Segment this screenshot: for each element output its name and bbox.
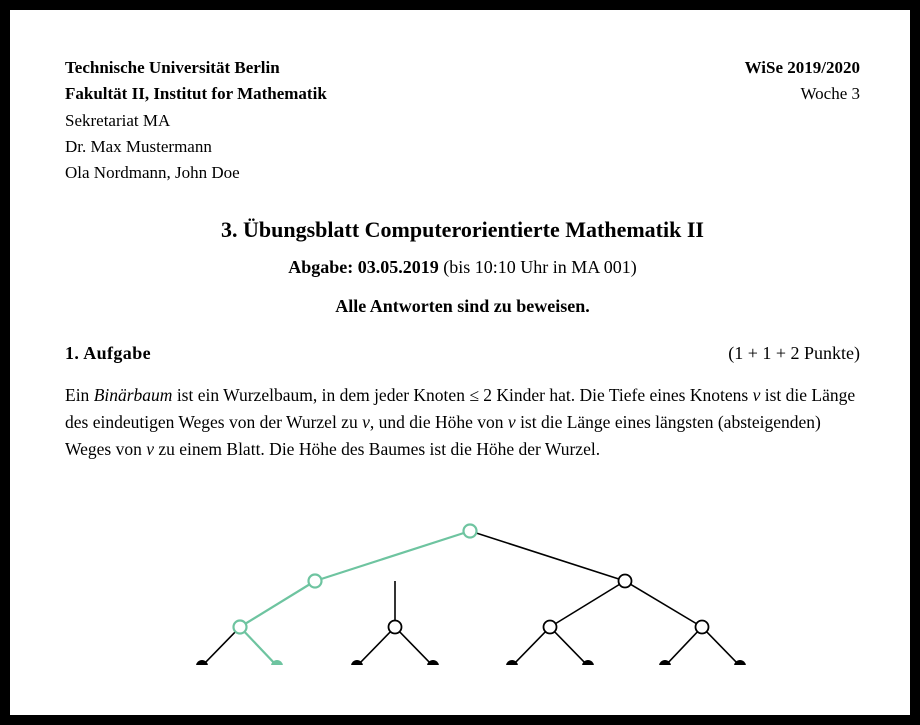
assistants-line: Ola Nordmann, John Doe [65,163,240,183]
secretariat-line: Sekretariat MA [65,110,171,130]
tree-leaves [196,660,746,665]
submission-deadline: Abgabe: 03.05.2019 [288,256,439,277]
task-body-text [65,382,860,463]
faculty-name: Fakultät II, Institut for Mathematik [65,84,327,104]
semester-label: WiSe 2019/2020 [744,58,860,77]
task-label: 1. Aufgabe [65,342,152,363]
body-part-6: zu einem Blatt. Die Höhe des Baumes ist die Höhe der Wurzel. [154,438,601,459]
submission-details: (bis 10:10 Uhr in MA 001) [443,256,637,277]
body-part-4: , und die Höhe von [369,411,508,432]
tree-nodes-black [389,575,709,634]
document-page [10,10,910,715]
proof-notice: Alle Antworten sind zu beweisen. [335,295,590,316]
task-header-row [65,343,860,364]
header-right-block [745,55,860,108]
document-content [65,55,860,665]
body-part-1: Ein [65,384,94,405]
lecturer-line: Dr. Max Mustermann [65,137,212,157]
body-italic-v-1: v [752,384,761,405]
body-part-3: ist die Länge des eindeutigen Weges von der Wurzel zu [65,384,856,432]
task-points: (1 + 1 + 2 Punkte) [728,342,860,363]
binary-tree-figure [65,485,860,665]
tree-edges-highlight [240,531,470,665]
body-italic-binaerbaum: Binärbaum [93,384,173,405]
body-italic-v-4: v [146,438,154,459]
university-name: Technische Universität Berlin [65,58,280,77]
body-part-5: ist die Länge eines längsten (absteigenden) Weges von [65,411,821,459]
body-italic-v-2: v [362,411,370,432]
binary-tree-svg [65,485,860,665]
tree-edges-black [202,531,740,665]
submission-line [65,257,860,278]
week-label: Woche 3 [800,84,860,104]
document-header [65,55,860,187]
body-italic-v-3: v [507,411,516,432]
sheet-title: 3. Übungsblatt Computerorientierte Mathematik II [221,216,704,242]
header-left-block [65,55,327,187]
body-part-2: ist ein Wurzelbaum, in dem jeder Knoten ≤ 2 Kinder hat. Die Tiefe eines Knotens [172,384,753,405]
